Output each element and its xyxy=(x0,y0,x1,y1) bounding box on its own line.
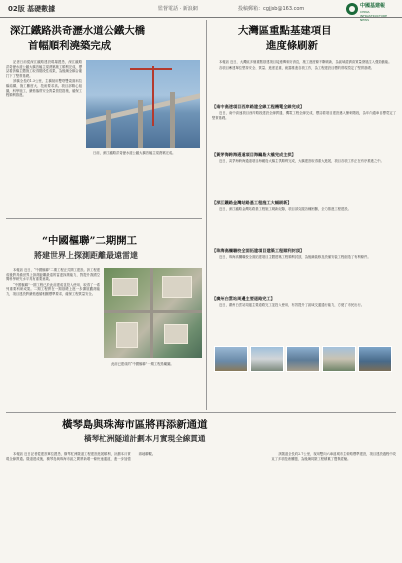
section-body: 近日，深江鐵路金灣站路基工程施工刷新紀錄，項目部克服各種困難，全力推進工程建設。 xyxy=(219,207,351,211)
submission-email: 投稿郵箱：cgjjsb@163.com xyxy=(238,6,305,12)
project-thumbnail-photo xyxy=(322,346,356,372)
story3-paragraph: “中國樞聯”一期工程已於此前建成並投入使用，取得了一系列重要科研成果。二期工程將在一期基礎上進一步擴展觀測能力，項目建設將嚴格遵循相關標準要求，確保工程質量安全。 xyxy=(6,282,100,296)
section-body: 近日，黃茅海跨海通道項目海鷗島大橋主拱順利完成，大橋建設取得重大進展，項目各項工作正在有序推進之中。 xyxy=(219,159,384,163)
story-divider xyxy=(6,218,202,219)
story2-lead xyxy=(212,60,396,100)
story1-body xyxy=(6,60,82,210)
story1-headline-line1: 深江鐵路洪奇瀝水道公鐵大橋 xyxy=(10,25,146,37)
story3-photo-caption: 此前已建成的“中國樞聯”一期工程鳥瞰圖。 xyxy=(111,362,174,366)
page-header xyxy=(0,0,402,22)
story4-paragraph: 本報訊 近日記者從建設單位獲悉，橫琴杧洲隧道工程建設進展順利，計劃本月實現全線貫通。隧道建成後，橫琴島與珠海市區之間將新增一條快速通道，進一步加強兩地聯繫。 xyxy=(6,452,156,461)
story2-headline: 大灣區重點基建項目 xyxy=(238,25,332,37)
bridge-construction-photo xyxy=(86,60,200,148)
project-thumbnail-photo xyxy=(214,346,248,372)
section-label: 02版 基礎數據 xyxy=(8,5,56,13)
section-heading: 【黃茅海跨海通道項目海鷗島大橋完成主拱】 xyxy=(212,152,296,157)
section-heading: 【珠海高欄職校全面拓建項目建築工程順利封頂】 xyxy=(212,248,305,253)
story2-paragraph: 各項目參建單位堅持安全、質量、進度並重，統籌推進各項工作，為工程建設目標的實現奠定了堅實基礎。 xyxy=(219,65,374,70)
story3-headline: “中國樞聯”二期開工 xyxy=(42,235,138,247)
story4-body xyxy=(6,452,396,558)
story3-body xyxy=(6,268,100,400)
story4-headline: 橫琴島與珠海市區將再添新通道 xyxy=(62,419,208,431)
story1-headline-line2: 首幅順利澆築完成 xyxy=(28,40,112,52)
hotline-text: 監督電話 · 新浪網 xyxy=(158,6,198,12)
section-heading: 【南中高速項目西岸路建全線工程機電全線完成】 xyxy=(212,104,305,109)
logo-mark-icon xyxy=(346,3,358,15)
story-divider xyxy=(6,412,396,413)
section-heading: 【深江鐵路金灣站路基工程施工大幅刷新】 xyxy=(212,200,292,205)
brand-name: 中國基建報 xyxy=(360,3,386,9)
story3-subheadline: 將建世界上探測距離最遠雷達 xyxy=(34,250,138,260)
story1-paragraph: 記者日前從深江鐵路建設現場獲悉，深江鐵路洪奇瀝水道公鐵大橋首幅主梁澆築施工順利完成，標誌着該橋主體施工取得階段性成果，為後續全橋合龍打下了堅實基礎。 xyxy=(6,60,82,78)
section-body: 近日，南中高速項目西岸路段建設全線貫通，機電工程全線完成，標誌着項目建設邁入衝刺階段，為年內通車目標奠定了堅實基礎。 xyxy=(212,111,396,120)
project-thumbnail-photo xyxy=(250,346,284,372)
brand-logo xyxy=(346,2,396,22)
brand-subtitle: CHINA INFRASTRUCTURE NEWS xyxy=(360,10,387,22)
story3-paragraph: 本報訊 近日，“中國樞聯”二期工程正式開工建設。該工程建成後將具備世界上探測距離最遠的雷達探測能力，對提升我國空間科學研究水平具有重要意義。 xyxy=(6,268,100,282)
story1-paragraph: 該橋全長約1.3公里，主橋採用雙塔雙索面斜拉橋結構，施工難度大、技術要求高。項目部精心組織，科學施工，嚴格落實安全質量管控措施，確保工程順利推進。 xyxy=(6,79,82,98)
section-body: 近日，廣州白雲站周邊主要道路完工並投入使用，有效提升了區域交通通行能力，方便了市民出行。 xyxy=(219,303,365,307)
project-thumbnail-photo xyxy=(358,346,392,372)
story4-subheadline: 橫琴杧洲隧道計劃本月實現全線貫通 xyxy=(84,434,206,443)
section-heading: 【廣州白雲站周邊主要道路完工】 xyxy=(212,296,275,301)
story4-paragraph: 該隧道全長約2.7公里，採用雙向六車道城市主幹路標準建設，項目建設過程中攻克了多項技術難題，為後續同類工程積累了寶貴經驗。 xyxy=(271,452,396,461)
project-thumbnail-photo xyxy=(286,346,320,372)
section-body: 近日，珠海高欄職校全面拓建項目主體建築工程順利封頂，為後續裝修及設備安裝工程創造了有利條件。 xyxy=(219,255,371,259)
story2-paragraph: 本報訊 近日，大灣區多個重點基建項目接連傳來好消息，施工進度條不斷刷新，為區域經濟高質量發展注入強勁動能。 xyxy=(219,60,392,64)
story2-subheadline: 進度條刷新 xyxy=(266,40,318,52)
column-divider xyxy=(206,20,207,410)
story1-photo-caption: 日前，深江鐵路洪奇瀝水道公鐵大橋首幅主梁澆築完成。 xyxy=(93,151,176,155)
radar-aerial-photo xyxy=(104,268,202,358)
